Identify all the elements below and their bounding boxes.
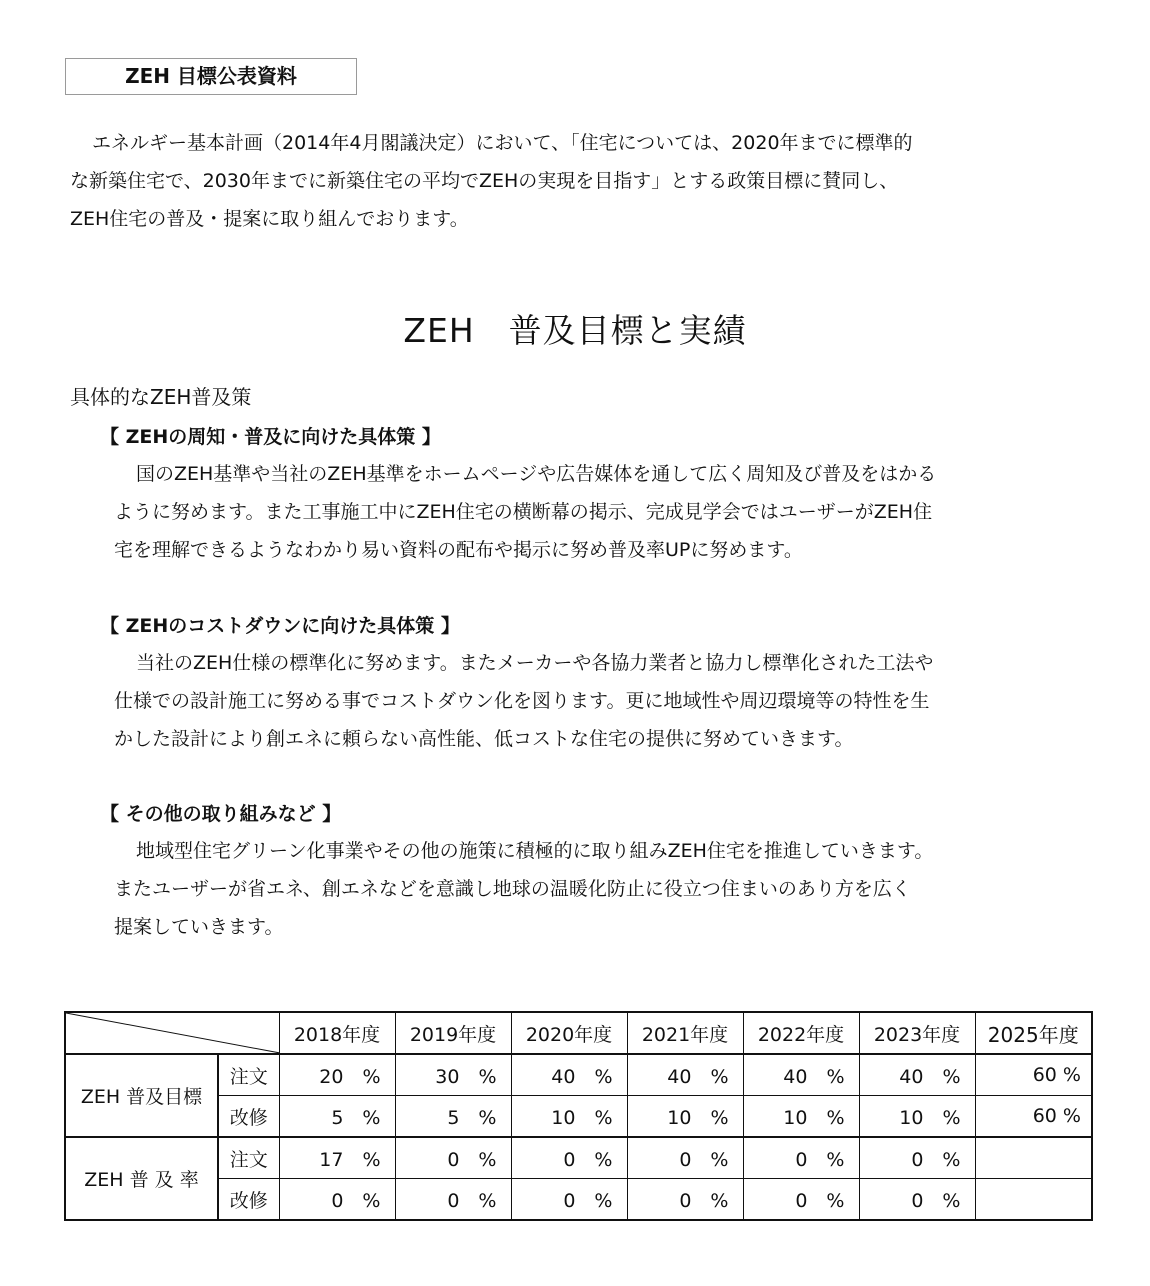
- table-cell: 0 %: [743, 1137, 859, 1179]
- subsection-body: [114, 832, 1110, 946]
- table-cell: 17 %: [279, 1137, 395, 1179]
- table-cell: 10 %: [859, 1096, 975, 1138]
- table-cell: 0 %: [627, 1137, 743, 1179]
- table-header-row: [65, 1012, 1092, 1054]
- body-line: ように努めます。また工事施工中にZEH住宅の横断幕の掲示、完成見学会ではユーザーがZEH住: [114, 501, 933, 523]
- subsection-cost-down: [100, 610, 1110, 758]
- table-cell: 40 %: [627, 1054, 743, 1096]
- table-cell: 0 %: [511, 1179, 627, 1221]
- table-cell: 40 %: [743, 1054, 859, 1096]
- row-type-label: 改修: [218, 1096, 279, 1138]
- table-cell: 0 %: [743, 1179, 859, 1221]
- body-line: かした設計により創エネに頼らない高性能、低コストな住宅の提供に努めていきます。: [114, 728, 854, 750]
- year-header: 2020年度: [511, 1012, 627, 1054]
- table-cell: 20 %: [279, 1054, 395, 1096]
- table-cell: 0 %: [859, 1179, 975, 1221]
- table-cell: 10 %: [743, 1096, 859, 1138]
- table-cell: 0 %: [395, 1137, 511, 1179]
- intro-line: な新築住宅で、2030年までに新築住宅の平均でZEHの実現を目指す」とする政策目標に賛同し、: [70, 170, 899, 192]
- year-header: 2025年度: [975, 1012, 1092, 1054]
- section-label: 具体的なZEH普及策: [70, 385, 252, 409]
- body-line: 仕様での設計施工に努める事でコストダウン化を図ります。更に地域性や周辺環境等の特性を生: [114, 690, 930, 712]
- diagonal-line: [66, 1013, 279, 1053]
- year-header: 2023年度: [859, 1012, 975, 1054]
- body-line: 国のZEH基準や当社のZEH基準をホームページや広告媒体を通して広く周知及び普及をはかる: [136, 463, 937, 485]
- table-cell: 5 %: [395, 1096, 511, 1138]
- table-row: [65, 1179, 1092, 1221]
- table-cell: 0 %: [627, 1179, 743, 1221]
- table-cell: 0 %: [859, 1137, 975, 1179]
- table-cell: 5 %: [279, 1096, 395, 1138]
- table-cell: [975, 1179, 1092, 1221]
- table-cell: 0 %: [395, 1179, 511, 1221]
- group-label-target: ZEH 普及目標: [65, 1054, 218, 1137]
- year-header: 2019年度: [395, 1012, 511, 1054]
- zeh-target-table: [64, 1011, 1093, 1221]
- table-cell: 60 %: [975, 1054, 1092, 1096]
- table-cell: 40 %: [859, 1054, 975, 1096]
- body-line: 宅を理解できるようなわかり易い資料の配布や掲示に努め普及率UPに努めます。: [114, 539, 803, 561]
- page-title: ZEH 普及目標と実績: [403, 311, 747, 350]
- table-cell: 10 %: [511, 1096, 627, 1138]
- subsection-awareness: [100, 421, 1110, 569]
- table-cell: 0 %: [511, 1137, 627, 1179]
- table-cell: 60 %: [975, 1096, 1092, 1138]
- table-cell: 0 %: [279, 1179, 395, 1221]
- table-cell: 40 %: [511, 1054, 627, 1096]
- subsection-body: [114, 455, 1110, 569]
- diagonal-corner-cell: [65, 1012, 279, 1054]
- intro-line: エネルギー基本計画（2014年4月閣議決定）において、「住宅については、2020年までに標準的: [92, 132, 913, 154]
- subsection-heading: 【 ZEHの周知・普及に向けた具体策 】: [100, 426, 441, 448]
- subsection-body: [114, 644, 1110, 758]
- group-label-rate: ZEH 普 及 率: [65, 1137, 218, 1220]
- year-header: 2021年度: [627, 1012, 743, 1054]
- body-line: 提案していきます。: [114, 916, 284, 938]
- table-cell: 10 %: [627, 1096, 743, 1138]
- row-type-label: 注文: [218, 1137, 279, 1179]
- body-line: またユーザーが省エネ、創エネなどを意識し地球の温暖化防止に役立つ住まいのあり方を広く: [114, 878, 911, 900]
- table-cell: [975, 1137, 1092, 1179]
- table-row: [65, 1054, 1092, 1096]
- body-line: 当社のZEH仕様の標準化に努めます。またメーカーや各協力業者と協力し標準化された工法や: [136, 652, 934, 674]
- row-type-label: 改修: [218, 1179, 279, 1221]
- subsection-heading: 【 ZEHのコストダウンに向けた具体策 】: [100, 615, 460, 637]
- table-row: [65, 1137, 1092, 1179]
- subsection-other-efforts: [100, 798, 1110, 946]
- body-line: 地域型住宅グリーン化事業やその他の施策に積極的に取り組みZEH住宅を推進していきます。: [136, 840, 934, 862]
- intro-line: ZEH住宅の普及・提案に取り組んでおります。: [70, 208, 469, 230]
- table-cell: 30 %: [395, 1054, 511, 1096]
- document-label: ZEH 目標公表資料: [65, 58, 357, 95]
- row-type-label: 注文: [218, 1054, 279, 1096]
- year-header: 2022年度: [743, 1012, 859, 1054]
- subsection-heading: 【 その他の取り組みなど 】: [100, 803, 342, 825]
- year-header: 2018年度: [279, 1012, 395, 1054]
- table-row: [65, 1096, 1092, 1138]
- intro-paragraph: [70, 124, 1110, 238]
